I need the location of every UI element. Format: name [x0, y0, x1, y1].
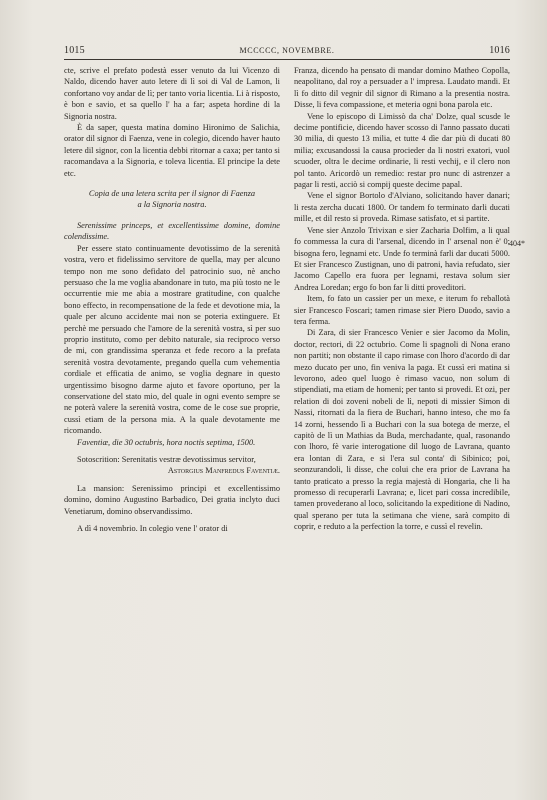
spacer	[64, 179, 280, 188]
signature: Astorgius Manfredus Faventiæ.	[167, 466, 280, 476]
left-column	[64, 65, 280, 787]
letter-heading: Copia de una letera scrita per il signor di Faenza	[88, 189, 256, 199]
spacer	[64, 211, 280, 220]
header-rule	[64, 59, 510, 60]
letter-body: Per essere stato continuamente devotissimo de la serenità vostra, vero et fidelissimo servitore de quella, may per alcuno tempo non me sono defidato del patrocinio suo, nè ancho persuaso che la me voglia abandonare in tuto, ma più tosto ne le occurrentie mie me abia a mostrare gratitudine, con qualche bono effecto, in recompensatione de la fede et devotione mia, la quale per alcuno accidente mai non se poteria extinguere. Et perchè me persuado che l'amore de la serenità vostra, sì per suo proprio instituto, como per debito naturale, sia reciproco verso de mi, con grandissima speranza et fede recoro a la prefata serenità vostra devotamente, pregando quella cum vehementia cordiale et efficatia de animo, se voglia degnare in questo urgentissimo bisogno darme ajuto et favore oportuno, per la conservatione del stato mio, del quale in ogni evento sempre se ne poterà valere la serenità vostra, come de le cose sue proprie, cussì etiam de la persona mia. A la quale devotamente me ricomando.	[64, 243, 280, 436]
salutation: Serenissime princeps, et excellentissime domine, domine colendissime.	[64, 220, 280, 242]
paragraph: Vene sier Anzolo Trivixan e sier Zacharia Dolfim, a li qual fo commessa la cura di l'arsenal, dicendo in l' arsenal non è' 0; bisogna fero, legnami etc. Unde fo terminà farli dar ducati 5000. Et sier Francesco Zustignan, uno di patroni, havia refudato, sier Jacomo Capello era fuora per legnami, restava solum sier Andrea Loredan; ergo fo bon far li ditti proveditori.	[294, 225, 510, 292]
address: La mansion: Serenissimo principi et excellentissimo domino, domino Augustino Barbadico, Dei gratia inclyto duci Venetiarum, domino observandissimo.	[64, 483, 280, 516]
paragraph: Item, fo fato un cassier per un mexe, e iterum fo reballotà sier Francesco Foscari; tamen rimase sier Piero Duodo, savio a tera ferma.	[294, 294, 510, 326]
paragraph: A dì 4 novembrio. In colegio vene l' orator di	[77, 524, 228, 534]
page-header	[64, 45, 510, 59]
page-number-right: 1016	[489, 45, 510, 56]
page-number-left: 1015	[64, 45, 85, 56]
running-head: MCCCCC, NOVEMBRE.	[239, 46, 335, 55]
paragraph: Di Zara, di sier Francesco Venier e sier Jacomo da Molin, doctor, rectori, di 22 octubrio. Come li spagnoli di Nona erano non partiti; non obstante il capo rimase con lhoro d'acordo di dar mezo ducato per uno, fin veniva la paga. Et cussì eri matina si levorono, adeo quel luogo è rimaso vacuo, non solum di stipendiati, ma etiam de homeni; per tanto si provedi. Et ozi, per relation di doi zoveni nobeli de lì, nepoti di missier Simon di Nassi, ritornati da la fiera de Buchari, hanno inteso, che mo fa 14 zorni, hessendo lì a Buchari con la sua botega de merze, el capitò de lì un Mathias da Buda, merchadante, qual, rasonando con lhoro, fè varie interogatione dil luogo de Lavrana, quanto era lontan di Zara, e si l'era sul conta' di Sibinico; poi, seonzurandoli, li disse, che colui che era prior de Lavrana ha tanto praticato a presso la regia majestà di Hongaria, che li ha promesso di recuperarli Lavrana; e, licet pari cossa incredibile, tamen provederano al loco, solicitando la expeditione di Nadino, qual sperano per tuta la setimana che viene, sarà compito di coprir, e reduto a la perfection la torre, e cussì el revelin.	[294, 328, 510, 532]
paragraph: Vene el signor Bortolo d'Alviano, solicitando haver danari; li resta zercha ducati 1800. Or tandem fo terminato darli ducati mille, et dil resto si proveda. Rimase satisfato, et si partite.	[294, 191, 510, 224]
margin-folio-note: 404*	[509, 239, 525, 248]
paragraph: cte, scrive el prefato podestà esser venuto da lui Vicenzo di Naldo, dicendo haver auto letere di lì soi di Val de Lamon, li confortano voy andar de lì; per tanto voria licentia. Li à risposto, è bon e savio, et sa quello l' ha a far; aspeta hordine di la Signoria nostra.	[64, 66, 280, 121]
paragraph: È da saper, questa matina domino Hironimo de Salichia, orator dil signor di Faenza, vene in colegio, dicendo haver hauto letere dil signor, con la licentia debbi ritornar a caxa; per tanto si racomandava a la Signoria, e toleva licentia. El principe la dete etc.	[64, 123, 280, 178]
paragraph: Vene lo episcopo di Limissò da cha' Dolze, qual scusde le decime pontificie, dicendo haver scosso di l'anno passato ducati 30 milia, di questo 13 milia, et tutte 4 dìe dar più di ducati 80 milia; excusandossi la causa procieder da li nostri exatori, vuol scuoder, oltra le decime ordinarie, li resti vechij, e il clero non pol tanto. Aricordò un remedio: restar pro nunc di astrenzer a pagar li resti, acciò si compij queste decime papal.	[294, 111, 510, 190]
paragraph: Franza, dicendo ha pensato di mandar domino Matheo Copolla, neapolitano, dal roy a persuader a l' impresa. Laudato mandi. Et lì fo ditto dil vegnir dil signor di Rimano a la presentia nostra. Disse, li feva compassione, et meteria ogni bona parola etc.	[294, 66, 510, 110]
subscription: Sotoscrition: Serenitatis vestræ devotissimus servitor,	[77, 455, 256, 464]
letter-date: Faventiæ, die 30 octubris, hora noctis septima, 1500.	[77, 437, 256, 447]
right-column	[294, 65, 510, 787]
letter-heading-2: a la Signoria nostra.	[137, 200, 207, 210]
